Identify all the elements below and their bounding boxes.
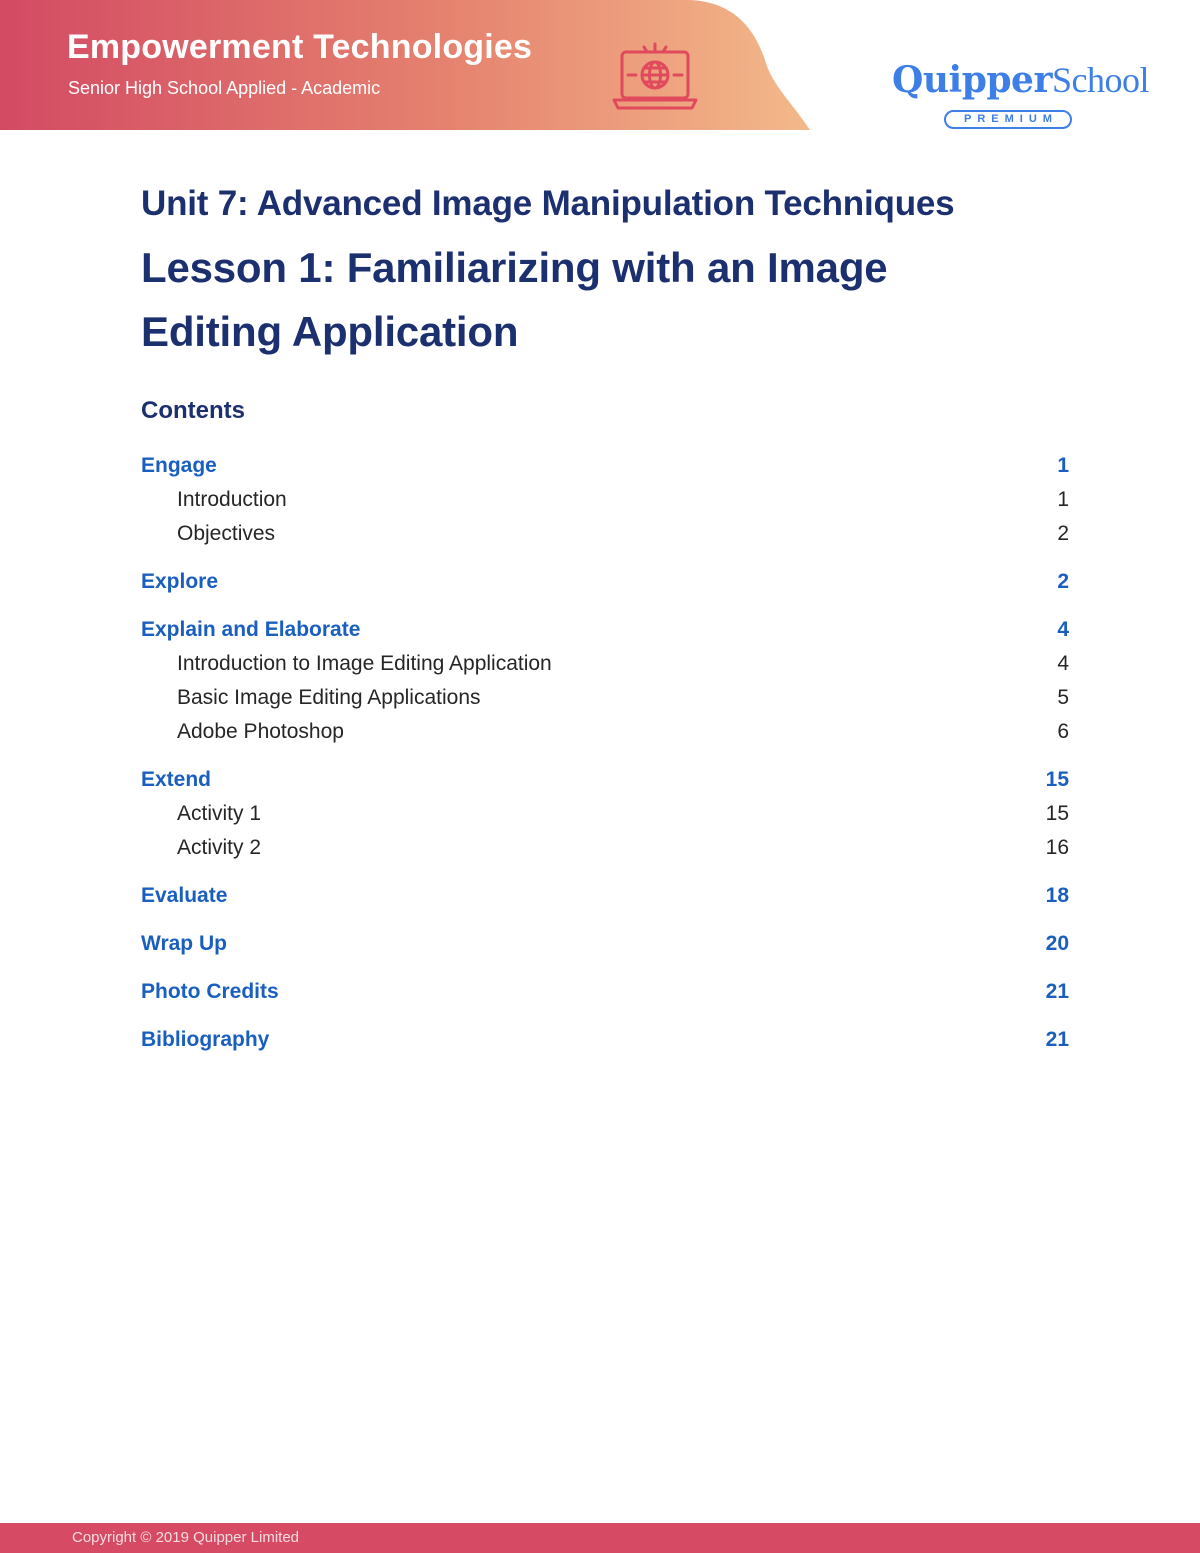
toc-subentry-label: Activity 2 (177, 836, 262, 859)
toc-entry-label: Engage (141, 454, 217, 477)
toc-entry-explain-elaborate[interactable] (141, 613, 1069, 647)
logo-wordmark (892, 60, 1149, 100)
toc-entry-page: 2 (1057, 570, 1069, 593)
laptop-globe-icon (612, 42, 698, 112)
toc-entry-wrap-up[interactable] (141, 927, 1069, 961)
course-title: Empowerment Technologies (67, 28, 533, 66)
toc-entry-bibliography[interactable] (141, 1023, 1069, 1057)
toc-subentry-label: Activity 1 (177, 802, 262, 825)
toc-entry-label: Explore (141, 570, 219, 593)
toc-section-bibliography (141, 1023, 1069, 1057)
toc-entry-label: Wrap Up (141, 932, 227, 955)
toc-section-engage (141, 449, 1069, 551)
toc-section-wrap-up (141, 927, 1069, 961)
premium-badge: PREMIUM (944, 110, 1072, 129)
toc-entry-label: Photo Credits (141, 980, 279, 1003)
toc-subentry-introduction[interactable] (141, 483, 1069, 517)
toc-entry-label: Bibliography (141, 1028, 270, 1051)
toc-subentry-label: Objectives (177, 522, 276, 545)
toc-entry-page: 18 (1045, 884, 1069, 907)
contents-heading: Contents (141, 397, 245, 424)
toc-section-explain-elaborate (141, 613, 1069, 749)
toc-entry-label: Explain and Elaborate (141, 618, 361, 641)
toc-section-explore (141, 565, 1069, 599)
table-of-contents (141, 449, 1069, 1071)
toc-entry-page: 21 (1045, 1028, 1069, 1051)
copyright-text: Copyright © 2019 Quipper Limited (72, 1529, 300, 1546)
toc-subentry-page: 16 (1045, 836, 1069, 859)
toc-subentry-page: 2 (1057, 522, 1069, 545)
toc-subentry-basic-image-editing[interactable] (141, 681, 1069, 715)
toc-section-evaluate (141, 879, 1069, 913)
toc-entry-photo-credits[interactable] (141, 975, 1069, 1009)
logo-brand: Quipper (892, 59, 1052, 101)
toc-subentry-label: Basic Image Editing Applications (177, 686, 481, 709)
toc-section-extend (141, 763, 1069, 865)
toc-section-photo-credits (141, 975, 1069, 1009)
logo-school: School (1051, 60, 1149, 100)
toc-subentry-label: Introduction (177, 488, 287, 511)
toc-entry-page: 4 (1057, 618, 1069, 641)
toc-subentry-page: 4 (1057, 652, 1069, 675)
toc-entry-label: Extend (141, 768, 212, 791)
toc-subentry-page: 5 (1057, 686, 1069, 709)
lesson-title-line2: Editing Application (141, 308, 519, 355)
toc-entry-label: Evaluate (141, 884, 228, 907)
quipper-school-logo (892, 59, 1149, 132)
toc-entry-page: 15 (1045, 768, 1069, 791)
lesson-title (141, 236, 1041, 364)
toc-entry-extend[interactable] (141, 763, 1069, 797)
toc-subentry-label: Introduction to Image Editing Application (177, 652, 552, 675)
toc-subentry-page: 1 (1057, 488, 1069, 511)
toc-entry-page: 21 (1045, 980, 1069, 1003)
toc-entry-evaluate[interactable] (141, 879, 1069, 913)
header-banner (0, 0, 1200, 140)
toc-subentry-adobe-photoshop[interactable] (141, 715, 1069, 749)
toc-subentry-page: 6 (1057, 720, 1069, 743)
toc-entry-page: 20 (1045, 932, 1069, 955)
toc-subentry-objectives[interactable] (141, 517, 1069, 551)
toc-entry-page: 1 (1057, 454, 1069, 477)
toc-subentry-activity-1[interactable] (141, 797, 1069, 831)
toc-subentry-label: Adobe Photoshop (177, 720, 344, 743)
toc-entry-engage[interactable] (141, 449, 1069, 483)
toc-subentry-intro-image-editing[interactable] (141, 647, 1069, 681)
course-subtitle: Senior High School Applied - Academic (68, 78, 381, 98)
lesson-title-line1: Lesson 1: Familiarizing with an Image (141, 244, 888, 291)
toc-entry-explore[interactable] (141, 565, 1069, 599)
toc-subentry-page: 15 (1045, 802, 1069, 825)
toc-subentry-activity-2[interactable] (141, 831, 1069, 865)
footer-bar (0, 1523, 1200, 1553)
unit-title: Unit 7: Advanced Image Manipulation Techniques (141, 184, 955, 223)
